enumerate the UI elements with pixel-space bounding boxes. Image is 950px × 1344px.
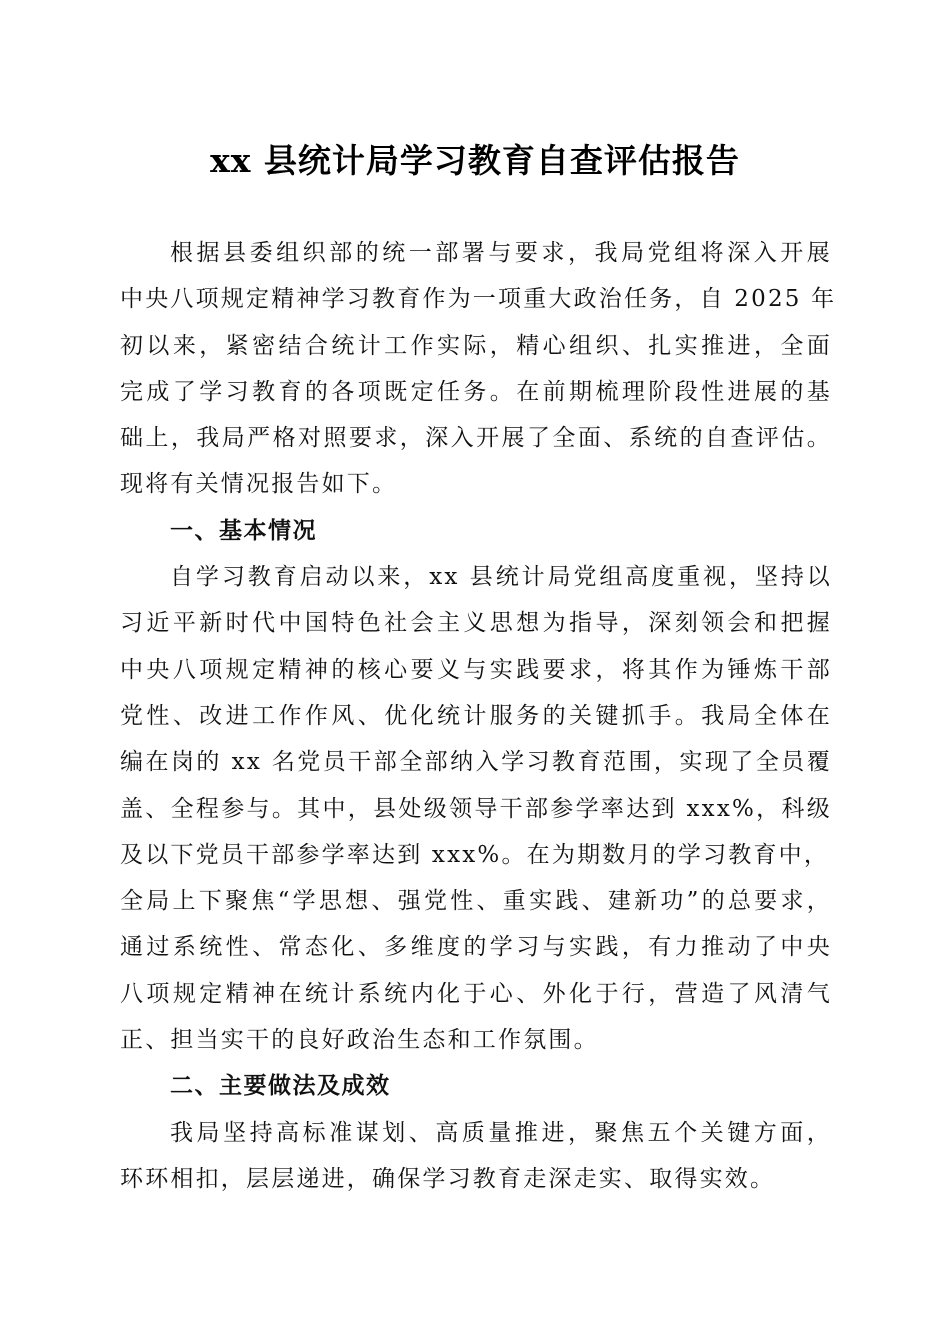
measures-line-1: 我局坚持高标准谋划、高质量推进，聚焦五个关键方面， [170,1119,832,1146]
intro-line-1: 根据县委组织部的统一部署与要求，我局党组将深入开展 [170,240,832,266]
basic-line-10: 八项规定精神在统计系统内化于心、外化于行，营造了风清气 [120,980,832,1007]
basic-line-7: 及以下党员干部参学率达到 xxx%。在为期数月的学习教育中， [120,841,830,868]
section-heading-measures: 二、主要做法及成效 [170,1073,391,1100]
section-heading-basic: 一、基本情况 [170,517,317,544]
basic-line-1: 自学习教育启动以来，xx 县统计局党组高度重视，坚持以 [170,564,832,591]
basic-line-2: 习近平新时代中国特色社会主义思想为指导，深刻领会和把握 [120,610,832,637]
basic-line-8: 全局上下聚焦“学思想、强党性、重实践、建新功”的总要求， [120,888,832,915]
basic-line-5: 编在岗的 xx 名党员干部全部纳入学习教育范围，实现了全员覆 [120,749,832,776]
basic-line-9: 通过系统性、常态化、多维度的学习与实践，有力推动了中央 [120,934,832,961]
intro-line-6: 现将有关情况报告如下。 [120,471,398,498]
basic-line-4: 党性、改进工作作风、优化统计服务的关键抓手。我局全体在 [120,702,832,729]
intro-line-2: 中央八项规定精神学习教育作为一项重大政治任务，自 2025 年 [120,286,837,313]
basic-line-6: 盖、全程参与。其中，县处级领导干部参学率达到 xxx%，科级 [120,795,832,822]
basic-line-11: 正、担当实干的良好政治生态和工作氛围。 [120,1027,599,1054]
intro-line-4: 完成了学习教育的各项既定任务。在前期梳理阶段性进展的基 [120,378,832,405]
measures-line-2: 环环相扣，层层递进，确保学习教育走深走实、取得实效。 [120,1165,776,1192]
document-body [120,230,837,1202]
intro-line-5: 础上，我局严格对照要求，深入开展了全面、系统的自查评估。 [120,425,832,452]
intro-line-3: 初以来，紧密结合统计工作实际，精心组织、扎实推进，全面 [120,332,832,359]
document-title: xx 县统计局学习教育自查评估报告 [210,141,740,180]
basic-line-3: 中央八项规定精神的核心要义与实践要求，将其作为锤炼干部 [120,656,832,683]
